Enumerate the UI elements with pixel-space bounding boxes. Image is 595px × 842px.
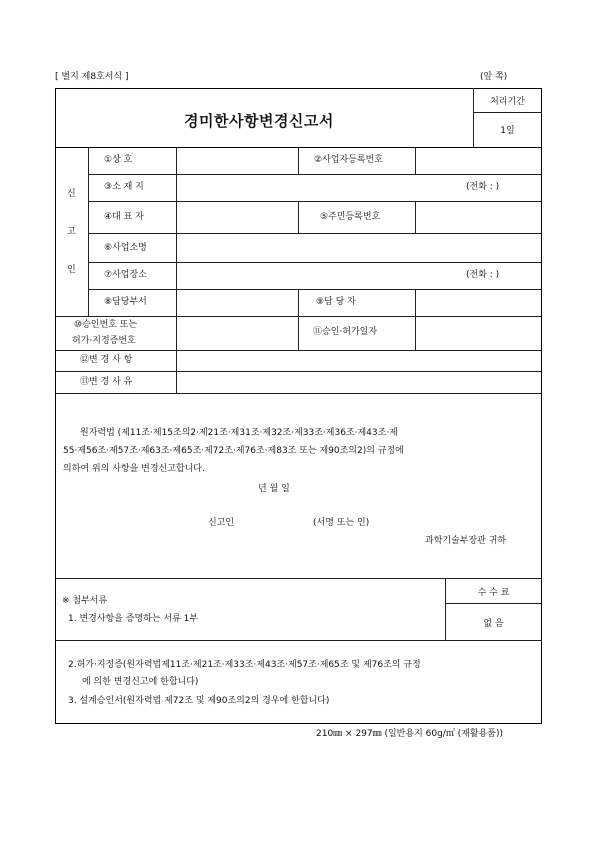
row-line (55, 640, 542, 641)
statement-line2: 55·제56조·제57조·제63조·제65조·제72조·제76조·제83조 또는 제90조의2)의 규정에 (63, 446, 404, 456)
form-number: [ 별지 제8호서식 ] (55, 72, 129, 82)
attachment-item-3: 3. 설계승인서(원자력법 제72조 및 제90조의2의 경우에 한합니다) (68, 696, 330, 706)
representative-label: ④대 표 자 (104, 212, 144, 222)
workplace-phone: (전화 : ) (466, 270, 500, 280)
col-divider (298, 201, 299, 234)
recipient-line: 과학기술부장관 귀하 (425, 536, 507, 546)
location-label: ③소 재 지 (104, 182, 144, 192)
resident-no-label: ⑤주민등록번호 (320, 212, 381, 222)
col-divider (298, 147, 299, 175)
attachment-item-1: 1. 변경사항을 증명하는 서류 1부 (68, 614, 199, 624)
statement-line3: 의하여 위의 사항을 변경신고합니다. (63, 464, 205, 474)
person-in-charge-label: ⑨담 당 자 (316, 297, 356, 307)
date-line: 년 월 일 (258, 484, 290, 494)
fee-value: 없 음 (483, 618, 504, 629)
workplace-label: ⑦사업장소 (104, 270, 147, 280)
frame-top (55, 88, 542, 89)
row-line (88, 289, 542, 290)
fee-label: 수 수 료 (477, 587, 510, 598)
page-side-label: (앞 쪽) (480, 72, 508, 82)
approval-no-label-line2: 허가·지정증번호 (72, 336, 136, 346)
approval-no-label-line1: ⑩승인번호 또는 (74, 320, 138, 330)
frame-right (541, 88, 542, 724)
location-phone: (전화 : ) (466, 182, 500, 192)
approval-date-label: ⑪승인·허가일자 (313, 327, 378, 337)
change-items-label: ⑫변 경 사 항 (80, 355, 133, 365)
signature-note: (서명 또는 인) (313, 518, 370, 528)
processing-period-label: 처리기간 (490, 97, 525, 107)
group-divider (88, 147, 89, 317)
row-line (88, 201, 542, 202)
label-divider (176, 147, 177, 394)
row-line (55, 393, 542, 394)
col-divider (415, 289, 416, 351)
row-line (88, 262, 542, 263)
attachment-item-2-line2: 에 의한 변경신고에 한합니다) (82, 677, 199, 687)
col-divider (415, 147, 416, 175)
change-reason-label: ⑬변 경 사 유 (80, 377, 133, 387)
frame-left (55, 88, 56, 724)
frame-bottom (55, 723, 542, 724)
applicant-label-char: 고 (67, 227, 76, 237)
col-divider (298, 289, 299, 351)
processing-period-value: 1일 (500, 126, 515, 136)
trade-name-label: ①상 호 (104, 155, 133, 165)
statement-line1: 원자력법 (제11조·제15조의2·제21조·제31조·제32조·제33조·제36조·제43조·제 (80, 428, 398, 438)
applicant-label-char: 신 (67, 189, 76, 199)
form-title: 경미한사항변경신고서 (184, 112, 334, 130)
office-name-label: ⑥사업소명 (104, 243, 147, 253)
signer-label: 신고인 (208, 518, 235, 528)
row-line (55, 371, 542, 372)
department-label: ⑧담당부서 (104, 297, 147, 307)
applicant-label-char: 인 (67, 265, 76, 275)
paper-size-footer: 210㎜ × 297㎜ (일반용지 60g/㎡ (재활용품)) (316, 729, 503, 739)
attachments-heading: ※ 첨부서류 (62, 596, 108, 606)
row-line (88, 233, 542, 234)
row-line (88, 174, 542, 175)
col-divider (415, 201, 416, 234)
business-reg-no-label: ②사업자등록번호 (314, 155, 383, 165)
attachment-item-2-line1: 2.허가·지정증(원자력법제11조·제21조·제33조·제43조·제57조·제65조 및 제76조의 규정 (68, 660, 421, 670)
